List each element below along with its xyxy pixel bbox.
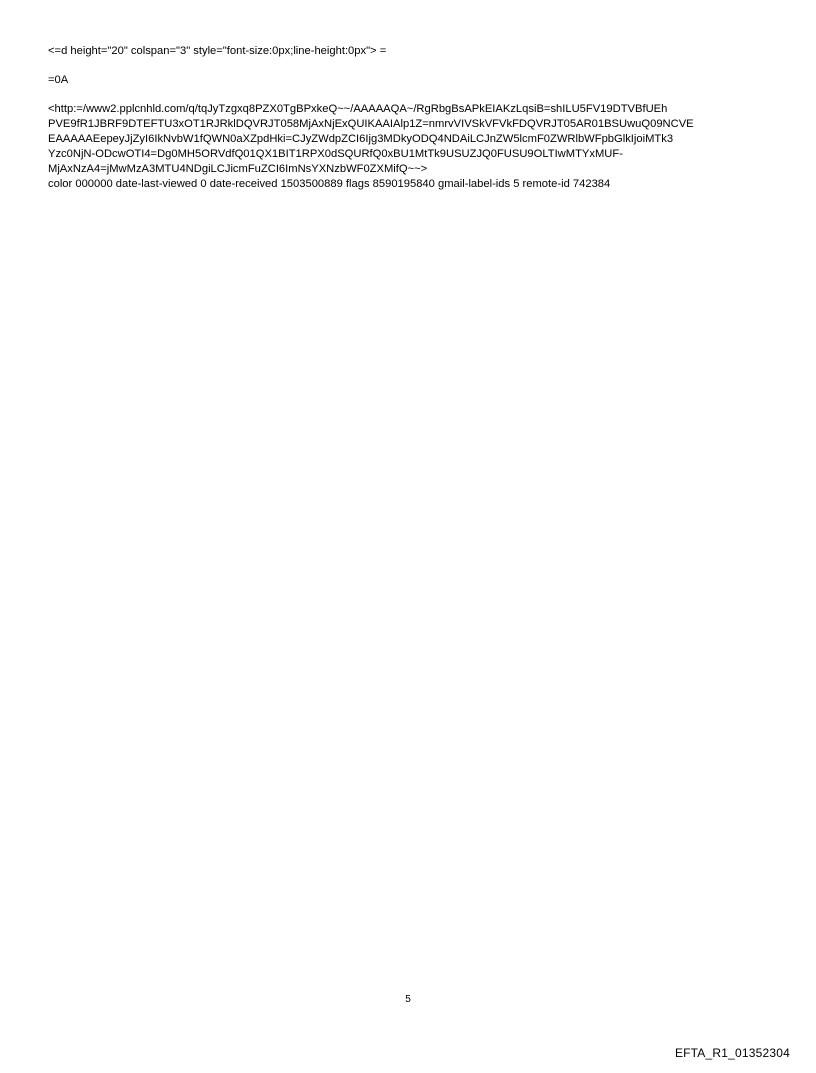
metadata-line: color 000000 date-last-viewed 0 date-received 1503500889 flags 8590195840 gmail-label-ids 5 remote-id 742384 (48, 178, 611, 190)
document-body (48, 44, 778, 192)
tracking-url-block (48, 102, 778, 177)
url-line: EAAAAAEepeyJjZyI6IkNvbW1fQWN0aXZpdHki=CJyZWdpZCI6Ijg3MDkyODQ4NDAiLCJnZW5lcmF0ZWRlbWFpbGlkIjoiMTk3 (48, 133, 674, 145)
url-line: Yzc0NjN-ODcwOTI4=Dg0MH5ORVdfQ01QX1BIT1RPX0dSQURfQ0xBU1MtTk9USUZJQ0FUSU9OLTIwMTYxMUF- (48, 148, 623, 160)
url-line: MjAxNzA4=jMwMzA3MTU4NDgiLCJicmFuZCI6ImNsYXNzbWF0ZXMifQ~~> (48, 163, 428, 175)
url-line: <http:=/www2.pplcnhld.com/q/tqJyTzgxq8PZX0TgBPxkeQ~~/AAAAAQA~/RgRbgBsAPkEIAKzLqsiB=shILU5FV19DTVBfUEh (48, 103, 668, 115)
html-fragment-line: <=d height="20" colspan="3" style="font-size:0px;line-height:0px"> = (48, 45, 387, 57)
encoded-newline-line: =0A (48, 74, 69, 86)
document-id-stamp: EFTA_R1_01352304 (674, 1046, 790, 1060)
page-number: 5 (405, 994, 411, 1005)
url-line: PVE9fR1JBRF9DTEFTU3xOT1RJRklDQVRJT058MjAxNjExQUIKAAIAlp1Z=nmrvVIVSkVFVkFDQVRJT05AR01BSUwuQ09NCVE (48, 118, 694, 130)
